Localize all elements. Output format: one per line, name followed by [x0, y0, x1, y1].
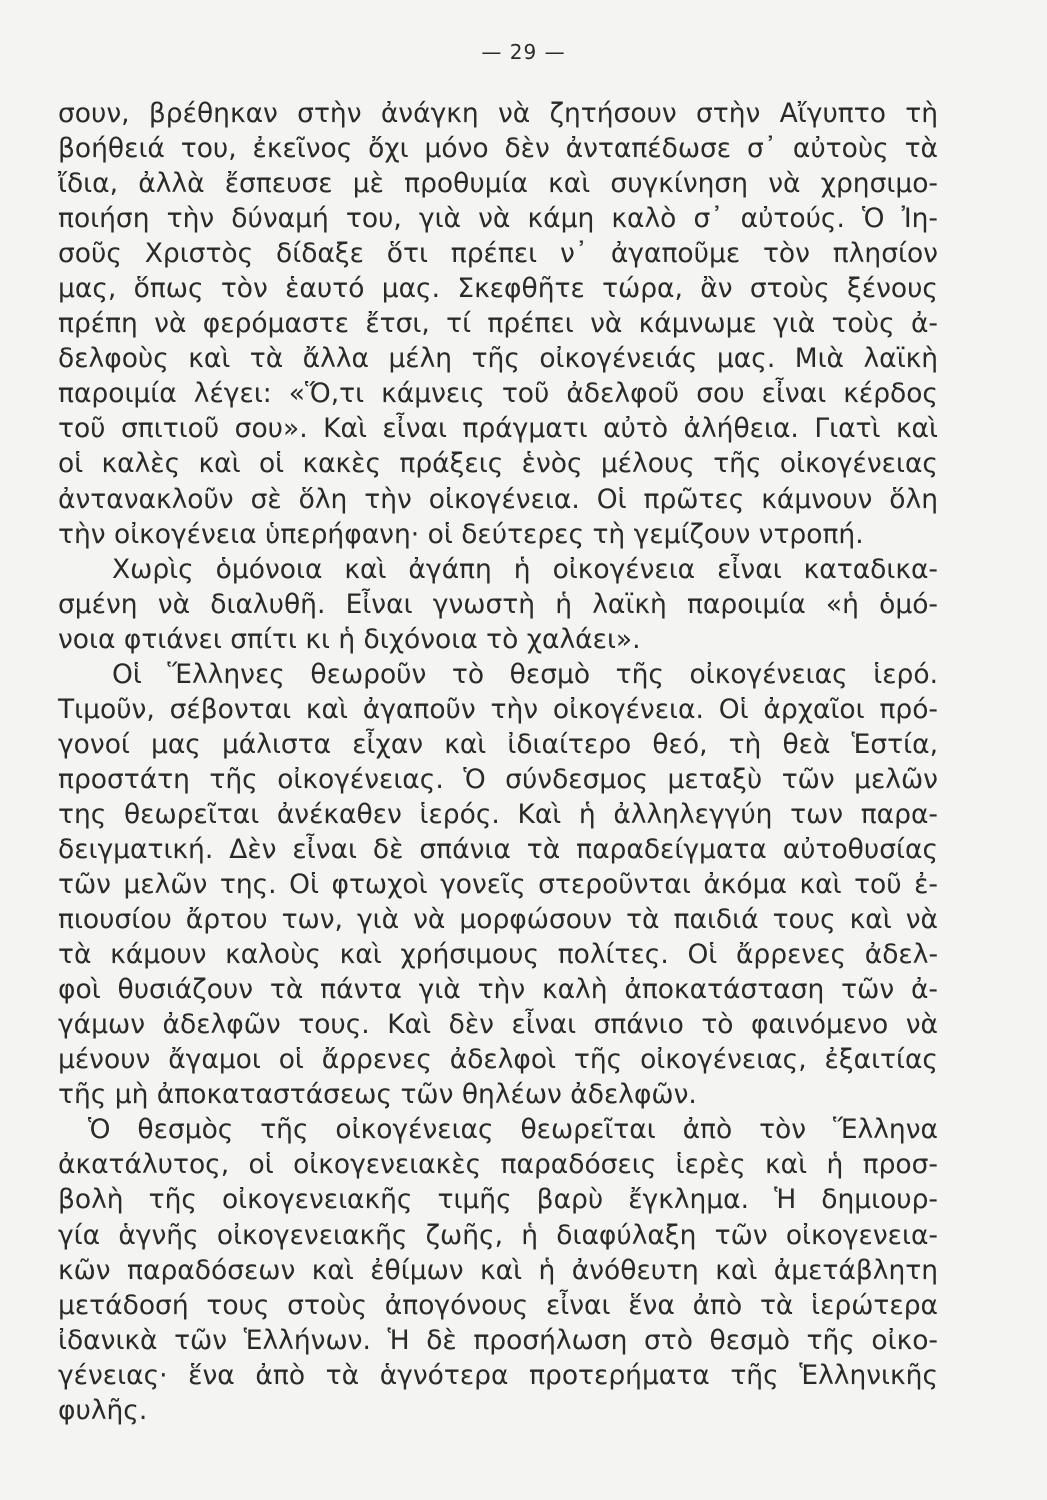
text-line: κῶν παραδόσεων καὶ ἐθίμων καὶ ἡ ἀνόθευτη καὶ ἀμετάβλητη — [58, 1254, 938, 1286]
text-line: Τιμοῦν, σέβονται καὶ ἀγαποῦν τὴν οἰκογένεια. Οἱ ἀρχαῖοι πρό- — [58, 693, 938, 725]
text-line: δελφοὺς καὶ τὰ ἄλλα μέλη τῆς οἰκογένειάς μας. Μιὰ λαϊκὴ — [58, 343, 938, 375]
text-line: γάμων ἀδελφῶν τους. Καὶ δὲν εἶναι σπάνιο τὸ φαινόμενο νὰ — [58, 1009, 938, 1041]
text-line: γένειας· ἕνα ἀπὸ τὰ ἁγνότερα προτερήματα τῆς Ἑλληνικῆς — [58, 1359, 938, 1391]
text-line: μένουν ἄγαμοι οἱ ἄρρενες ἀδελφοὶ τῆς οἰκογένειας, ἐξαιτίας — [58, 1044, 938, 1076]
text-line: τὴν οἰκογένεια ὑπερήφανη· οἱ δεύτερες τὴ γεμίζουν ντροπή. — [58, 518, 864, 550]
text-line: πρέπη νὰ φερόμαστε ἔτσι, τί πρέπει νὰ κάμνωμε γιὰ τοὺς ἀ- — [58, 308, 938, 340]
text-line: παροιμία λέγει: «Ὅ,τι κάμνεις τοῦ ἀδελφοῦ σου εἶναι κέρδος — [58, 378, 938, 410]
text-line: πιουσίου ἄρτου των, γιὰ νὰ μορφώσουν τὰ παιδιά τους καὶ νὰ — [58, 904, 938, 936]
text-line: δειγματική. Δὲν εἶναι δὲ σπάνια τὰ παραδείγματα αὐτοθυσίας — [58, 833, 938, 865]
text-line: προστάτη τῆς οἰκογένειας. Ὁ σύνδεσμος μεταξὺ τῶν μελῶν — [58, 763, 938, 795]
body-text — [58, 96, 938, 1428]
text-line: σμένη νὰ διαλυθῆ. Εἶναι γνωστὴ ἡ λαϊκὴ παροιμία «ἡ ὁμό- — [58, 588, 938, 620]
text-line: τῆς μὴ ἀποκαταστάσεως τῶν θηλέων ἀδελφῶν. — [58, 1079, 697, 1111]
text-line: οἱ καλὲς καὶ οἱ κακὲς πράξεις ἑνὸς μέλους τῆς οἰκογένειας — [58, 448, 938, 480]
text-line: ποιήση τὴν δύναμή του, γιὰ νὰ κάμη καλὸ σ᾽ αὐτούς. Ὁ Ἰη- — [58, 203, 938, 235]
text-line: νοια φτιάνει σπίτι κι ἡ διχόνοια τὸ χαλάει». — [58, 623, 641, 655]
text-line: βολὴ τῆς οἰκογενειακῆς τιμῆς βαρὺ ἔγκλημα. Ἡ δημιουρ- — [58, 1184, 938, 1216]
text-line: βοήθειά του, ἐκεῖνος ὄχι μόνο δὲν ἀνταπέδωσε σ᾽ αὐτοὺς τὰ — [58, 133, 938, 165]
text-line: ἀντανακλοῦν σὲ ὅλη τὴν οἰκογένεια. Οἱ πρῶτες κάμνουν ὅλη — [58, 483, 938, 515]
text-line: ἀκατάλυτος, οἱ οἰκογενειακὲς παραδόσεις ἱερὲς καὶ ἡ προσ- — [58, 1149, 938, 1181]
text-line: τῶν μελῶν της. Οἱ φτωχοὶ γονεῖς στεροῦνται ἀκόμα καὶ τοῦ ἐ- — [58, 869, 938, 901]
text-line: τὰ κάμουν καλοὺς καὶ χρήσιμους πολίτες. Οἱ ἄρρενες ἀδελ- — [58, 939, 938, 971]
text-line: μας, ὅπως τὸν ἑαυτό μας. Σκεφθῆτε τώρα, ἂν στοὺς ξένους — [58, 273, 938, 305]
paragraph-first-line: Χωρὶς ὁμόνοια καὶ ἀγάπη ἡ οἰκογένεια εἶναι καταδικα- — [112, 553, 938, 585]
text-line: φυλῆς. — [58, 1394, 148, 1426]
text-line: σουν, βρέθηκαν στὴν ἀνάγκη νὰ ζητήσουν στὴν Αἴγυπτο τὴ — [58, 98, 938, 129]
text-line: μετάδοσή τους στοὺς ἀπογόνους εἶναι ἕνα ἀπὸ τὰ ἱερώτερα — [58, 1289, 938, 1321]
text-line: γονοί μας μάλιστα εἶχαν καὶ ἰδιαίτερο θεό, τὴ θεὰ Ἑστία, — [58, 728, 938, 760]
text-line: τοῦ σπιτιοῦ σου». Καὶ εἶναι πράγματι αὐτὸ ἀλήθεια. Γιατὶ καὶ — [58, 413, 938, 445]
paragraph-first-line: Οἱ Ἕλληνες θεωροῦν τὸ θεσμὸ τῆς οἰκογένειας ἱερό. — [112, 658, 938, 690]
text-line: σοῦς Χριστὸς δίδαξε ὅτι πρέπει ν᾽ ἀγαποῦμε τὸν πλησίον — [58, 238, 938, 270]
text-line: γία ἁγνῆς οἰκογενειακῆς ζωῆς, ἡ διαφύλαξη τῶν οἰκογενεια- — [58, 1219, 938, 1251]
page-number: — 29 — — [481, 40, 566, 64]
text-line: ἴδια, ἀλλὰ ἔσπευσε μὲ προθυμία καὶ συγκίνηση νὰ χρησιμο- — [58, 168, 938, 200]
paragraph-first-line: Ὁ θεσμὸς τῆς οἰκογένειας θεωρεῖται ἀπὸ τὸν Ἕλληνα — [88, 1114, 938, 1146]
text-line: της θεωρεῖται ἀνέκαθεν ἱερός. Καὶ ἡ ἀλληλεγγύη των παρα- — [58, 798, 938, 830]
text-line: ἰδανικὰ τῶν Ἑλλήνων. Ἡ δὲ προσήλωση στὸ θεσμὸ τῆς οἰκο- — [58, 1324, 938, 1356]
text-line: φοὶ θυσιάζουν τὰ πάντα γιὰ τὴν καλὴ ἀποκατάσταση τῶν ἀ- — [58, 974, 938, 1006]
